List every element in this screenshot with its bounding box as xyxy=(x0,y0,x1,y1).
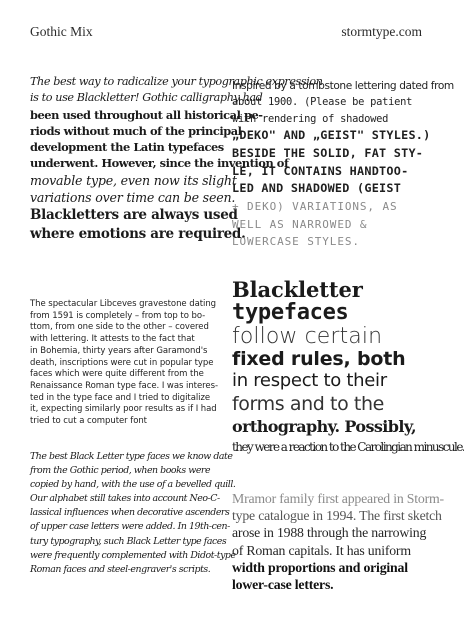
text-line: BESIDE THE SOLID, FAT STY- xyxy=(232,145,424,160)
display-line: fixed rules, both xyxy=(232,348,406,370)
text-line: Our alphabet still takes into account Neo-C- xyxy=(30,493,220,505)
text-line: tury typography, such Black Letter type faces xyxy=(30,535,227,547)
text-line: where emotions are required. xyxy=(30,225,246,242)
text-line: in Bohemia, thirty years after Garamond's xyxy=(30,345,208,356)
display-line: orthography. Possibly, xyxy=(232,417,416,436)
text-line: ttom, from one side to the other – covered xyxy=(30,322,209,333)
text-line: arose in 1988 through the narrowing xyxy=(232,525,427,541)
text-line: Renaissance Roman type face. I was interes- xyxy=(30,380,218,391)
text-line: movable type, even now its slight xyxy=(30,172,237,188)
text-line: lassical influences when decorative ascenders xyxy=(30,507,230,519)
text-line: The spectacular Libceves gravestone dating xyxy=(30,299,217,309)
text-line: + DEKO) VARIATIONS, AS xyxy=(232,200,398,214)
text-line: lower-case letters. xyxy=(232,577,334,593)
text-line: „DEKO" AND „GEIST" STYLES.) xyxy=(232,128,431,142)
gravestone-paragraph xyxy=(30,299,228,428)
text-line: LE, IT CONTAINS HANDTOO- xyxy=(232,163,409,178)
text-line: WELL AS NARROWED & xyxy=(232,217,368,231)
text-line: width proportions and original xyxy=(232,559,408,575)
text-line: Roman faces and steel-engraver's scripts. xyxy=(30,563,211,575)
text-line: were frequently complemented with Didot-type xyxy=(30,549,236,561)
text-line: copied by hand, with the use of a bevelled quill. xyxy=(30,479,236,491)
text-line: development the Latin typefaces xyxy=(30,140,224,155)
display-line: Blackletter xyxy=(232,277,363,302)
text-line: with lettering. It attests to the fact that xyxy=(30,334,195,345)
text-line: of upper case letters were added. In 19th-cen- xyxy=(30,521,230,533)
text-line: about 1900. (Please be patient xyxy=(232,96,413,108)
mramor-family-paragraph xyxy=(232,490,444,593)
text-line: death, inscriptions were cut in popular type xyxy=(30,357,214,368)
display-line: they were a reaction to the Carolingian minuscule. xyxy=(232,440,464,454)
text-line: Blackletters are always used xyxy=(30,207,238,224)
display-line: forms and to the xyxy=(232,393,384,415)
text-line: type catalogue in 1994. The first sketch xyxy=(232,508,442,524)
blackletter-display-specimen xyxy=(232,277,464,456)
text-line: The best Black Letter type faces we know date xyxy=(30,451,233,462)
text-line: been used throughout all historical pe- xyxy=(30,107,263,122)
display-line: in respect to their xyxy=(232,370,387,391)
document-title: Gothic Mix xyxy=(30,24,93,39)
text-line: riods without much of the principal xyxy=(30,123,242,138)
text-line: Mramor family first appeared in Storm- xyxy=(232,491,444,506)
text-line: it, expecting similarly poor results as if I had xyxy=(30,404,217,415)
text-line: underwent. However, since the invention of xyxy=(30,156,289,171)
text-line: from 1591 is completely – from top to bo- xyxy=(30,310,206,321)
text-line: LED AND SHADOWED (GEIST xyxy=(232,181,402,196)
text-line: The best way to radicalize your typographic expression xyxy=(30,75,323,88)
text-line: from the Gothic period, when books were xyxy=(30,465,211,477)
text-line: faces which were quite different from the xyxy=(30,369,204,380)
display-line: typefaces xyxy=(232,300,349,325)
gothic-period-paragraph xyxy=(30,450,236,577)
text-line: tried to cut a computer font xyxy=(30,416,147,427)
display-line: follow certain xyxy=(232,324,383,349)
text-line: Inspired by a tombstone lettering dated from xyxy=(232,80,454,92)
text-line: LOWERCASE STYLES. xyxy=(232,235,360,249)
text-line: of Roman capitals. It has uniform xyxy=(232,542,411,558)
text-line: with rendering of shadowed xyxy=(232,112,389,125)
text-line: is to use Blackletter! Gothic calligraphy had xyxy=(30,91,263,105)
website-url[interactable]: stormtype.com xyxy=(341,24,422,39)
text-line: variations over time can be seen. xyxy=(30,190,236,206)
text-line: ted in the type face and I tried to digitalize xyxy=(30,392,211,403)
tombstone-lettering-paragraph xyxy=(232,78,454,251)
